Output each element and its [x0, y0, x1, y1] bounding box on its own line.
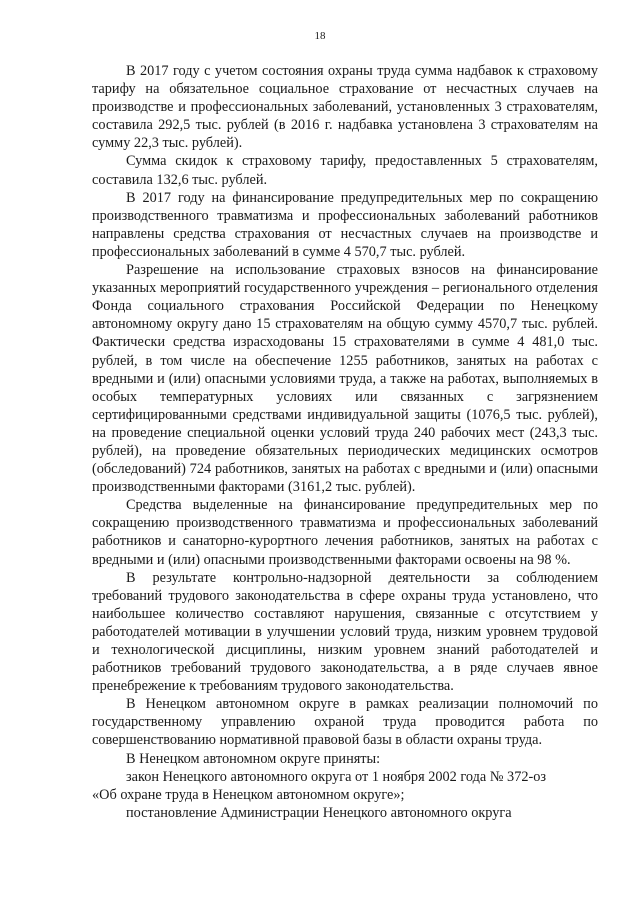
list-item-resolution: постановление Администрации Ненецкого автономного округа — [126, 804, 512, 821]
paragraph-fund-usage: Разрешение на использование страховых взносов на финансирование указанных мероприятий государственного учреждения – регионального отделения Фонда социального страхования Российской Федерации по Ненецкому автономному округу дано 15 страхователям на общую сумму 4570,7 тыс. рублей. Фактически средства израсходованы 15 страхователями в сумме 4 481,0 тыс. рублей, в том числе на обеспечение 1255 работников, занятых на работах с вредными и (или) опасными условиями труда, а также на работах, выполняемых в особых температурных условиях или связанных с загрязнением сертифицированными средствами индивидуальной защиты (1076,5 тыс. рублей), на проведение специальной оценки условий труда 240 рабочих мест (243,3 тыс. рублей), на проведение обязательных периодических медицинских осмотров (обследований) 724 работников, занятых на работах с вредными и (или) опасными производственными факторами (3161,2 тыс. рублей). — [92, 262, 598, 496]
paragraph-funds-utilized: Средства выделенные на финансирование предупредительных мер по сокращению производственного травматизма и профессиональных заболеваний работников и санаторно-курортного лечения работников, занятых на работах с вредными и (или) опасными производственными факторами освоены на 98 %. — [92, 497, 598, 568]
paragraph-preventive-funding: В 2017 году на финансирование предупредительных мер по сокращению производственного травматизма и профессиональных заболеваний работников направлены средства страхования от несчастных случаев на производстве и профессиональных заболеваний в сумме 4 570,7 тыс. рублей. — [92, 189, 598, 260]
paragraph-inspection-results: В результате контрольно-надзорной деятельности за соблюдением требований трудового законодательства в сфере охраны труда установлено, что наибольшее количество составляют нарушения, связанные с отсутствием у работодателей мотивации в улучшении условий труда, низким уровнем трудовой и технологической дисциплины, низким уровнем знаний работодателей и работников требований трудового законодательства, а в ряде случаев явное пренебрежение к требованиям трудового законодательства. — [92, 569, 598, 695]
document-body — [92, 62, 598, 822]
list-item-law: закон Ненецкого автономного округа от 1 ноября 2002 года № 372-оз — [126, 768, 547, 785]
list-item-law-title: «Об охране труда в Ненецком автономном округе»; — [92, 786, 405, 803]
paragraph-discounts: Сумма скидок к страховому тарифу, предоставленных 5 страхователям, составила 132,6 тыс. рублей. — [92, 153, 598, 188]
paragraph-premium-surcharge: В 2017 году с учетом состояния охраны труда сумма надбавок к страховому тарифу на обязательное социальное страхование от несчастных случаев на производстве и профессиональных заболеваний, установленных 3 страхователям, составила 292,5 тыс. рублей (в 2016 г. надбавка установлена 3 страхователям на сумму 22,3 тыс. рублей). — [92, 63, 598, 152]
paragraph-regulatory-work: В Ненецком автономном округе в рамках реализации полномочий по государственному управлению охраной труда проводится работа по совершенствованию нормативной правовой базы в области охраны труда. — [92, 696, 598, 749]
page-number: 18 — [314, 30, 326, 42]
paragraph-adopted-intro: В Ненецком автономном округе приняты: — [126, 750, 381, 767]
